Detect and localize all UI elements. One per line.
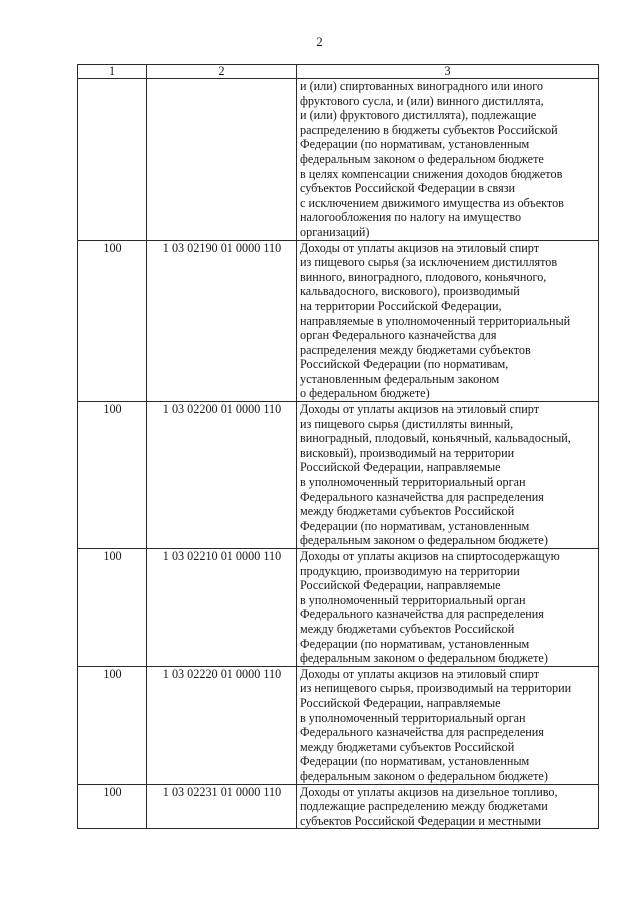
admin-code-cell: 100 <box>78 666 147 784</box>
table-row <box>78 402 599 549</box>
header-col-1: 1 <box>78 65 147 79</box>
budget-code-cell: 1 03 02231 01 0000 110 <box>147 784 297 829</box>
revenue-classification-table <box>77 64 599 829</box>
budget-code-cell: 1 03 02210 01 0000 110 <box>147 549 297 667</box>
budget-code-cell: 1 03 02200 01 0000 110 <box>147 402 297 549</box>
budget-code-cell: 1 03 02220 01 0000 110 <box>147 666 297 784</box>
page-number: 2 <box>316 34 323 49</box>
table-row <box>78 240 599 402</box>
admin-code-cell <box>78 79 147 241</box>
header-col-3: 3 <box>297 65 599 79</box>
table-row <box>78 79 599 241</box>
table-row <box>78 549 599 667</box>
admin-code-cell: 100 <box>78 784 147 829</box>
table-header-row <box>78 65 599 79</box>
admin-code-cell: 100 <box>78 402 147 549</box>
admin-code-cell: 100 <box>78 549 147 667</box>
description-cell: Доходы от уплаты акцизов на этиловый спирт из пищевого сырья (дистилляты винный, виноградный, плодовый, коньячный, кальвадосный, висковый), производимый на территории Российской Федерации, направляемые в уполномоченный территориальный орган Федерального казначейства для распределения между бюджетами субъектов Российской Федерации (по нормативам, установленным федеральным законом о федеральном бюджете) <box>297 402 599 549</box>
description-cell: и (или) спиртованных виноградного или иного фруктового сусла, и (или) винного дистиллята, и (или) фруктового дистиллята), подлежащие распределению в бюджеты субъектов Российской Федерации (по нормативам, установленным федеральным законом о федеральном бюджете в целях компенсации снижения доходов бюджетов субъектов Российской Федерации в связи с исключением движимого имущества из объектов налогообложения по налогу на имущество организаций) <box>297 79 599 241</box>
table-row <box>78 784 599 829</box>
header-col-2: 2 <box>147 65 297 79</box>
budget-code-cell <box>147 79 297 241</box>
budget-code-cell: 1 03 02190 01 0000 110 <box>147 240 297 402</box>
table-row <box>78 666 599 784</box>
admin-code-cell: 100 <box>78 240 147 402</box>
description-cell: Доходы от уплаты акцизов на этиловый спирт из пищевого сырья (за исключением дистиллятов винного, виноградного, плодового, коньячного, кальвадосного, вискового), производимый на территории Российской Федерации, направляемые в уполномоченный территориальный орган Федерального казначейства для распределения между бюджетами субъектов Российской Федерации (по нормативам, установленным федеральным законом о федеральном бюджете) <box>297 240 599 402</box>
description-cell: Доходы от уплаты акцизов на дизельное топливо, подлежащие распределению между бюджетами субъектов Российской Федерации и местными <box>297 784 599 829</box>
description-cell: Доходы от уплаты акцизов на спиртосодержащую продукцию, производимую на территории Российской Федерации, направляемые в уполномоченный территориальный орган Федерального казначейства для распределения между бюджетами субъектов Российской Федерации (по нормативам, установленным федеральным законом о федеральном бюджете) <box>297 549 599 667</box>
description-cell: Доходы от уплаты акцизов на этиловый спирт из непищевого сырья, производимый на территории Российской Федерации, направляемые в уполномоченный территориальный орган Федерального казначейства для распределения между бюджетами субъектов Российской Федерации (по нормативам, установленным федеральным законом о федеральном бюджете) <box>297 666 599 784</box>
